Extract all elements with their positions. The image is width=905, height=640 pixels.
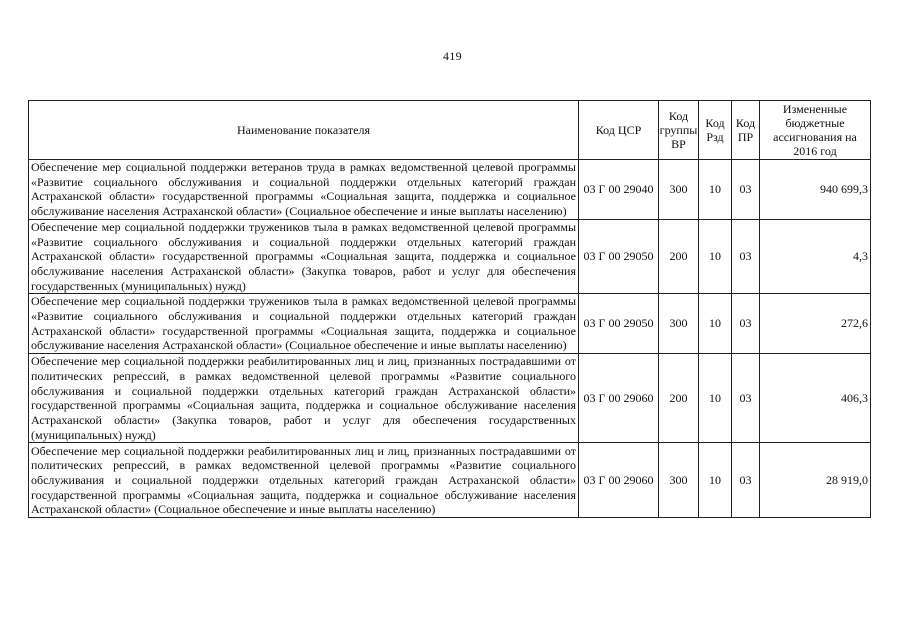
header-row (29, 101, 871, 160)
row-section-code: 10 (699, 160, 732, 220)
header-name: Наименование показателя (29, 101, 579, 160)
header-subsection-code: Код ПР (732, 101, 760, 160)
table-row (29, 443, 871, 518)
row-amount: 940 699,3 (760, 160, 871, 220)
header-section-code: Код Рзд (699, 101, 732, 160)
row-vr-code: 200 (659, 219, 699, 294)
row-name: Обеспечение мер социальной поддержки ветеранов труда в рамках ведомственной целевой программы «Развитие социального обслуживания и социальной поддержки отдельных категорий граждан Астраханской области» государственной программы «Социальная защита, поддержка и социальное обслуживание населения Астраханской области» (Социальное обеспечение и иные выплаты населению) (29, 160, 579, 220)
row-amount: 28 919,0 (760, 443, 871, 518)
row-section-code: 10 (699, 294, 732, 354)
row-vr-code: 300 (659, 443, 699, 518)
row-csr-code: 03 Г 00 29060 (579, 354, 659, 443)
row-subsection-code: 03 (732, 294, 760, 354)
row-section-code: 10 (699, 354, 732, 443)
row-subsection-code: 03 (732, 219, 760, 294)
header-vr-group-code: Код группы ВР (659, 101, 699, 160)
row-amount: 272,6 (760, 294, 871, 354)
row-csr-code: 03 Г 00 29050 (579, 219, 659, 294)
row-csr-code: 03 Г 00 29060 (579, 443, 659, 518)
row-name: Обеспечение мер социальной поддержки реабилитированных лиц и лиц, признанных пострадавшими от политических репрессий, в рамках ведомственной целевой программы «Развитие социального обслуживания и социальной поддержки отдельных категорий граждан Астраханской области» государственной программы «Социальная защита, поддержка и социальное обслуживание населения Астраханской области» (Закупка товаров, работ и услуг для обеспечения государственных (муниципальных) нужд) (29, 354, 579, 443)
row-vr-code: 300 (659, 294, 699, 354)
header-csr-code: Код ЦСР (579, 101, 659, 160)
row-subsection-code: 03 (732, 160, 760, 220)
table-header (29, 101, 871, 160)
page-number: 419 (443, 49, 462, 63)
row-name: Обеспечение мер социальной поддержки тружеников тыла в рамках ведомственной целевой программы «Развитие социального обслуживания и социальной поддержки отдельных категорий граждан Астраханской области» государственной программы «Социальная защита, поддержка и социальное обслуживание населения Астраханской области» (Социальное обеспечение и иные выплаты населению) (29, 294, 579, 354)
row-subsection-code: 03 (732, 443, 760, 518)
row-csr-code: 03 Г 00 29040 (579, 160, 659, 220)
table-row (29, 160, 871, 220)
row-name: Обеспечение мер социальной поддержки реабилитированных лиц и лиц, признанных пострадавшими от политических репрессий, в рамках ведомственной целевой программы «Развитие социального обслуживания и социальной поддержки отдельных категорий граждан Астраханской области» государственной программы «Социальная защита, поддержка и социальное обслуживание населения Астраханской области» (Социальное обеспечение и иные выплаты населению) (29, 443, 579, 518)
header-budget-2016: Измененные бюджетные ассигнования на 2016 год (760, 101, 871, 160)
table-row (29, 294, 871, 354)
table-row (29, 219, 871, 294)
row-section-code: 10 (699, 219, 732, 294)
row-subsection-code: 03 (732, 354, 760, 443)
table-body (29, 160, 871, 518)
row-amount: 406,3 (760, 354, 871, 443)
row-vr-code: 300 (659, 160, 699, 220)
row-csr-code: 03 Г 00 29050 (579, 294, 659, 354)
row-name: Обеспечение мер социальной поддержки тружеников тыла в рамках ведомственной целевой программы «Развитие социального обслуживания и социальной поддержки отдельных категорий граждан Астраханской области» государственной программы «Социальная защита, поддержка и социальное обслуживание населения Астраханской области» (Закупка товаров, работ и услуг для обеспечения государственных (муниципальных) нужд) (29, 219, 579, 294)
row-vr-code: 200 (659, 354, 699, 443)
row-section-code: 10 (699, 443, 732, 518)
budget-table (28, 100, 871, 518)
row-amount: 4,3 (760, 219, 871, 294)
table-row (29, 354, 871, 443)
